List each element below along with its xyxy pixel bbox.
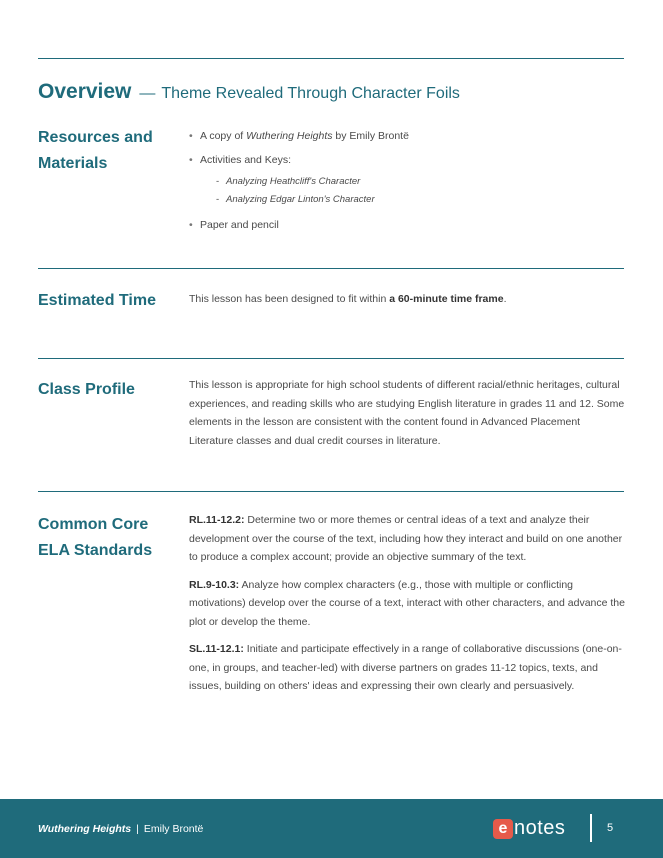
standard-text: Determine two or more themes or central ideas of a text and analyze their development over the course of the text, including how they interact and build on one another to produce a complex account; provide an objective summary of the text. — [189, 514, 623, 563]
footer-book-info — [38, 823, 203, 835]
standard-code: RL.9-10.3: — [189, 578, 240, 591]
standard-item — [189, 511, 625, 567]
section-divider — [38, 491, 624, 492]
list-item — [189, 152, 625, 209]
resources-heading: Resources and Materials — [38, 129, 153, 172]
standard-item — [189, 576, 625, 632]
time-section — [189, 290, 625, 318]
page-number: 5 — [607, 822, 614, 834]
sub-list-item: - Analyzing Edgar Linton's Character — [200, 191, 625, 209]
title-dash: — — [139, 85, 156, 102]
footer-author: Emily Brontë — [143, 823, 204, 835]
standard-item — [189, 640, 625, 696]
time-text-end: . — [503, 293, 507, 305]
page-title — [38, 80, 460, 104]
profile-section — [189, 376, 625, 459]
section-divider — [38, 268, 624, 269]
footer-separator: | — [136, 823, 139, 835]
profile-text: This lesson is appropriate for high school students of different racial/ethnic heritages, cultural experiences, and reading skills who are studying English literature in grades 11 and 12. Some elements in the lesson are consistent with the content found in Advanced Placement Literature classes and dual credit courses in literature. — [189, 379, 625, 447]
standards-section — [189, 511, 625, 705]
logo-e-icon: e — [493, 819, 513, 839]
section-divider — [38, 358, 624, 359]
resources-section — [189, 128, 625, 241]
activities-list — [200, 173, 625, 209]
standard-text: Initiate and participate effectively in a range of collaborative discussions (one-on-one, in groups, and teacher-led) with diverse partners on grades 11-12 topics, texts, and issues, building on others' ideas and expressing their own clearly and persuasively. — [189, 643, 622, 692]
standard-code: RL.11-12.2: — [189, 514, 245, 526]
standard-text: Analyze how complex characters (e.g., those with multiple or conflicting motivations) develop over the course of a text, interact with other characters, and advance the plot or develop the theme. — [189, 578, 625, 628]
list-item — [189, 217, 625, 233]
time-frame: a 60-minute time frame — [389, 293, 504, 305]
item-text: A copy of — [200, 130, 247, 142]
top-divider — [38, 58, 624, 59]
page-footer — [0, 799, 663, 858]
footer-book-title: Wuthering Heights — [38, 823, 132, 835]
enotes-logo — [493, 817, 565, 840]
time-heading: Estimated Time — [38, 292, 156, 309]
item-text: Activities and Keys: — [200, 154, 292, 166]
sub-list-item: - Analyzing Heathcliff's Character — [200, 173, 625, 191]
item-text: by Emily Brontë — [332, 130, 409, 142]
title-main: Overview — [38, 80, 132, 103]
time-text: This lesson has been designed to fit within — [189, 293, 390, 305]
list-item — [189, 128, 625, 144]
profile-heading: Class Profile — [38, 381, 135, 398]
book-title: Wuthering Heights — [246, 130, 333, 142]
footer-divider — [590, 814, 592, 842]
item-text: Paper and pencil — [200, 219, 279, 231]
standards-heading: Common Core ELA Standards — [38, 516, 153, 559]
logo-wordmark: notes — [514, 817, 566, 839]
title-subtitle: Theme Revealed Through Character Foils — [161, 85, 460, 102]
standard-code: SL.11-12.1: — [189, 643, 244, 655]
resources-list — [189, 128, 625, 233]
